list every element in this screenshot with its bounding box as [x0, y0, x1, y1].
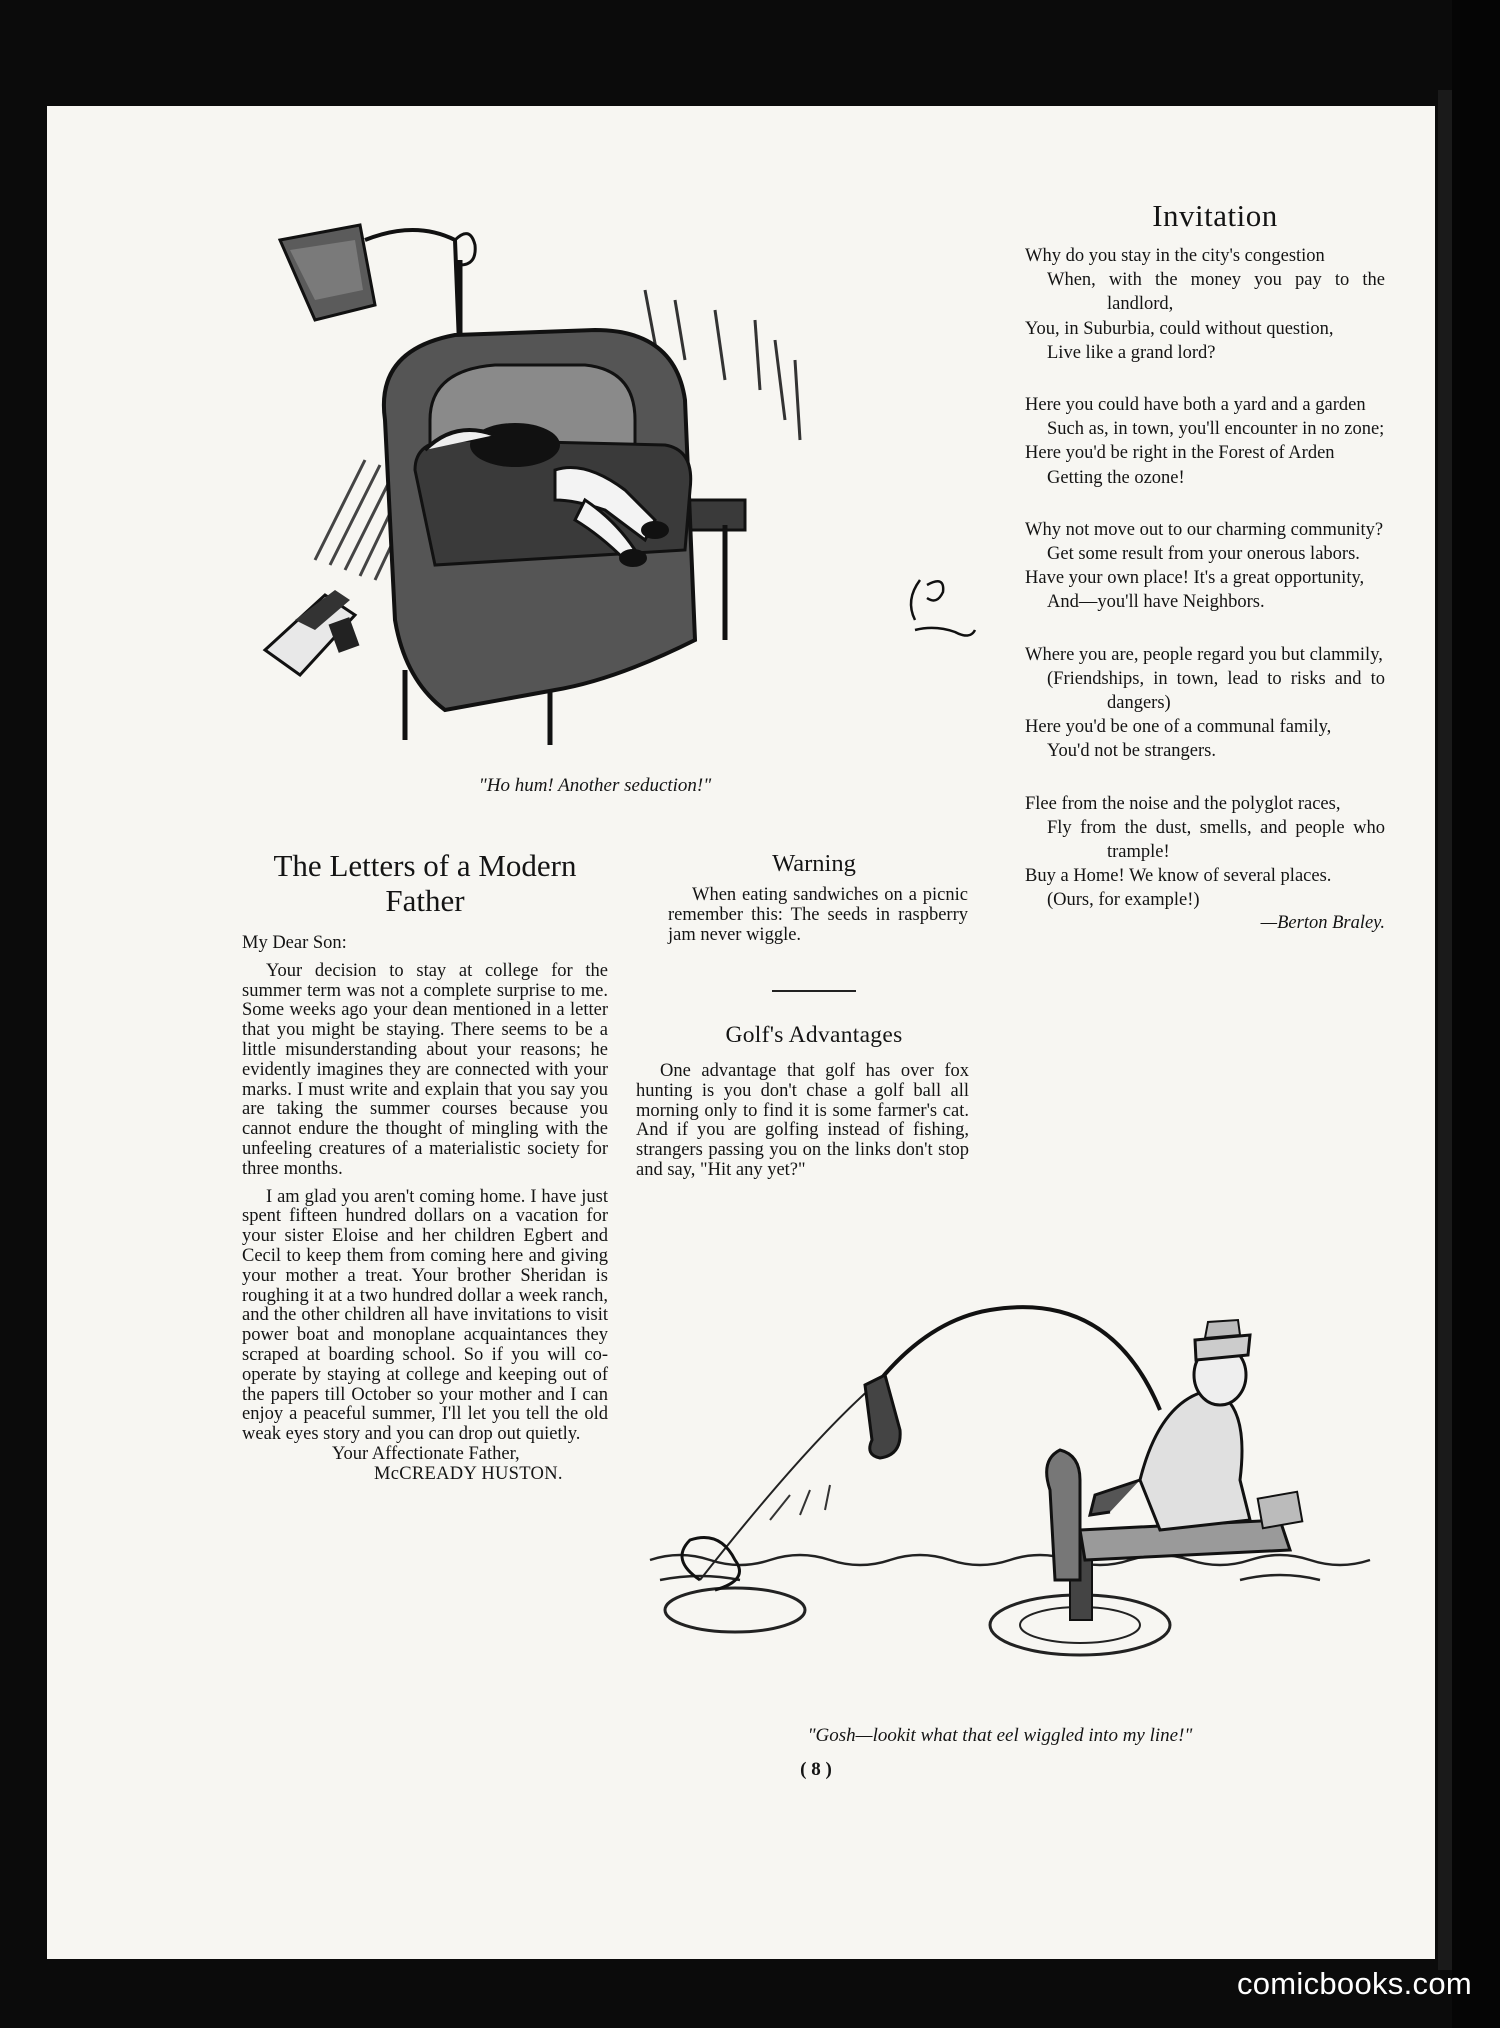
poem-stanza [1025, 518, 1385, 615]
fishing-cartoon [640, 1280, 1400, 1720]
poem-line: Such as, in town, you'll encounter in no zone; [1047, 419, 1385, 440]
poem-line: When, with the money you pay to the landlord, [1047, 270, 1385, 315]
letter-paragraph: I am glad you aren't coming home. I have just spent fifteen hundred dollars on a vacation for your sister Eloise and her children Egbert and Cecil to keep them from coming here and giving your mother a treat. Your brother Sheridan is roughing it at a two hundred dollar a week ranch, and the other children all have invitations to visit power boat and monoplane acquaintances they scraped at boarding school. So if you will co-operate by staying at college and keeping out of the papers till October so your mother and I can enjoy a peaceful summer, I'll let you tell the old weak eyes story and you can drop out quietly. [242, 1186, 608, 1445]
poem-line: Getting the ozone! [1047, 467, 1185, 488]
top-cartoon-caption: "Ho hum! Another seduction!" [478, 775, 712, 796]
poem-author: —Berton Braley. [1260, 912, 1385, 933]
poem-line: Why not move out to our charming community? [1025, 519, 1384, 540]
warning-text: When eating sandwiches on a picnic remember this: The seeds in raspberry jam never wiggle. [668, 885, 968, 945]
armchair-cartoon [255, 220, 980, 760]
poem-line: (Friendships, in town, lead to risks and to dangers) [1047, 668, 1385, 714]
poem-line: Live like a grand lord? [1047, 342, 1216, 363]
poem-line: Here you'd be right in the Forest of Arden [1025, 443, 1335, 464]
water-ripple [665, 1588, 805, 1632]
page-number: ( 8 ) [800, 1759, 832, 1780]
poem-title: Invitation [1152, 198, 1278, 233]
section-divider [772, 990, 856, 992]
letter-salutation: My Dear Son: [242, 933, 347, 953]
poem-stanza [1025, 393, 1385, 490]
scan-background-right [1452, 0, 1500, 2028]
flying-book [265, 590, 359, 675]
stocking [865, 1375, 900, 1458]
letters-article-body [242, 934, 608, 1485]
poem-stanza [1025, 244, 1385, 365]
poem-line: Have your own place! It's a great opportunity, [1025, 568, 1365, 589]
poem-line: And—you'll have Neighbors. [1047, 592, 1265, 613]
poem-stanza [1025, 643, 1385, 764]
poem-line: You, in Suburbia, could without question, [1025, 318, 1334, 339]
poem-line: Flee from the noise and the polyglot races, [1025, 793, 1341, 814]
poem-line: Why do you stay in the city's congestion [1025, 246, 1325, 266]
poem-line: (Ours, for example!) [1047, 890, 1200, 911]
golf-title: Golf's Advantages [725, 1022, 903, 1048]
warning-body [668, 886, 968, 945]
poem-line: Buy a Home! We know of several places. [1025, 866, 1332, 887]
bottom-cartoon-caption: "Gosh—lookit what that eel wiggled into my line!" [807, 1725, 1193, 1746]
poem-line: Get some result from your onerous labors. [1047, 544, 1360, 565]
water [650, 1555, 1370, 1580]
fishing-rod [880, 1307, 1160, 1410]
golf-body [636, 1062, 969, 1181]
poem-line: You'd not be strangers. [1047, 741, 1216, 762]
poem-line: Fly from the dust, smells, and people who trample! [1047, 817, 1385, 863]
poem-line: Here you could have both a yard and a garden [1025, 395, 1366, 416]
letter-signature: McCREADY HUSTON. [374, 1463, 563, 1484]
next-page-edge [1438, 90, 1452, 1970]
artist-signature [911, 580, 975, 636]
poem-stanza [1025, 792, 1385, 935]
letter-paragraph: Your decision to stay at college for the summer term was not a complete surprise to me. Some weeks ago your dean mentioned in a letter that you might be staying. There seems to be a little misunderstanding about your reasons; he evidently imagines they are connected with your marks. I must write and explain that you say you are taking the summer courses because you cannot endure the thought of mingling with the unfeeling creatures of a materialistic society for three months. [242, 960, 608, 1179]
letter-closing: Your Affectionate Father, [332, 1443, 520, 1464]
letters-article-title: The Letters of a Modern Father [273, 848, 577, 918]
site-watermark: comicbooks.com [1236, 1966, 1472, 2001]
warning-title: Warning [772, 850, 856, 877]
poem-line: Here you'd be one of a communal family, [1025, 717, 1332, 738]
poem-line: Where you are, people regard you but clammily, [1025, 644, 1383, 665]
poem-body [1025, 244, 1385, 935]
golf-text: One advantage that golf has over fox hunting is you don't chase a golf ball all morning only to find it is some farmer's cat. And if you are golfing instead of fishing, strangers passing you on the links don't stop and say, "Hit any yet?" [636, 1061, 969, 1180]
